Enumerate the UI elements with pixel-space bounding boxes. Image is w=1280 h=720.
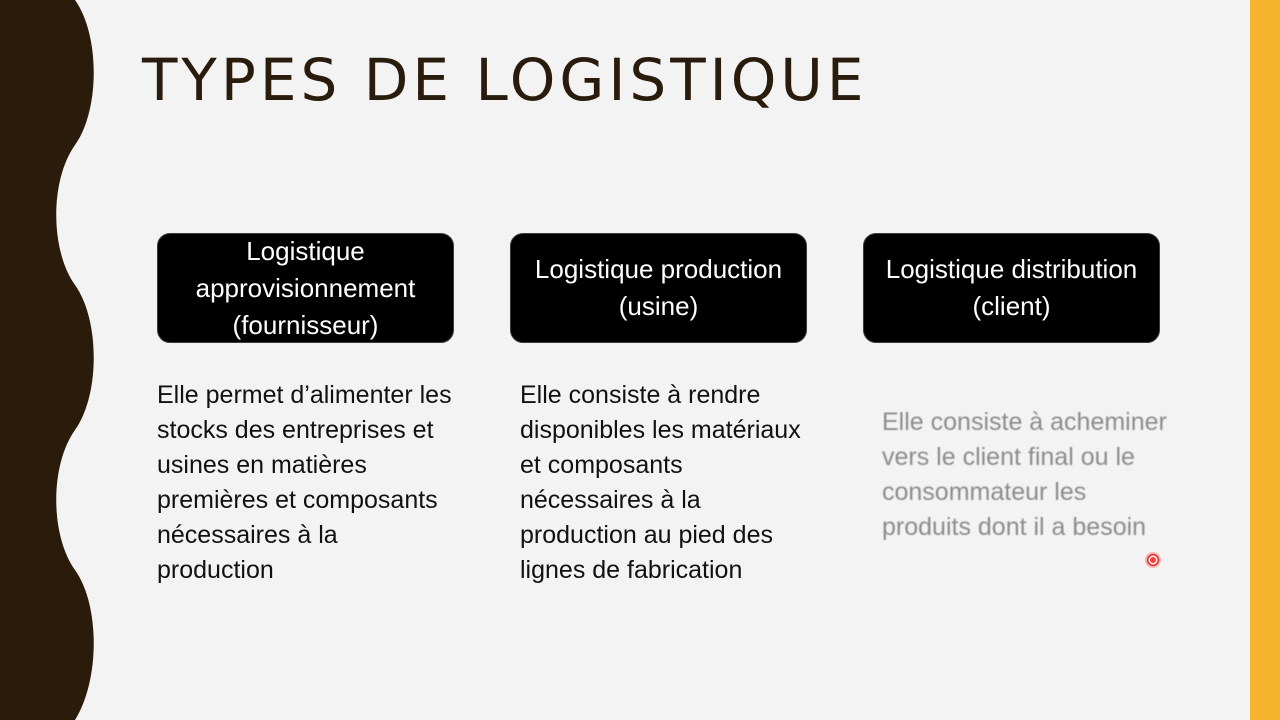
heading-box-distribution <box>863 233 1160 343</box>
description-production: Elle consiste à rendre disponibles les matériaux et composants nécessaires à la production au pied des lignes de fabrication <box>520 381 801 584</box>
slide-title: TYPES DE LOGISTIQUE <box>142 46 868 114</box>
wavy-left-band <box>0 0 100 720</box>
laser-pointer-icon <box>1145 552 1161 568</box>
description-distribution: Elle consiste à acheminer vers le client final ou le consommateur les produits dont il a besoin <box>882 408 1167 541</box>
heading-label: Logistique production (usine) <box>534 254 783 321</box>
accent-right-band <box>1250 0 1280 720</box>
description-approvisionnement: Elle permet d’alimenter les stocks des entreprises et usines en matières premières et composants nécessaires à la production <box>157 381 452 584</box>
heading-box-approvisionnement <box>157 233 454 343</box>
heading-label: Logistique distribution (client) <box>885 254 1138 321</box>
heading-box-production <box>510 233 807 343</box>
heading-label: Logistique approvisionnement (fournisseur) <box>195 235 416 340</box>
